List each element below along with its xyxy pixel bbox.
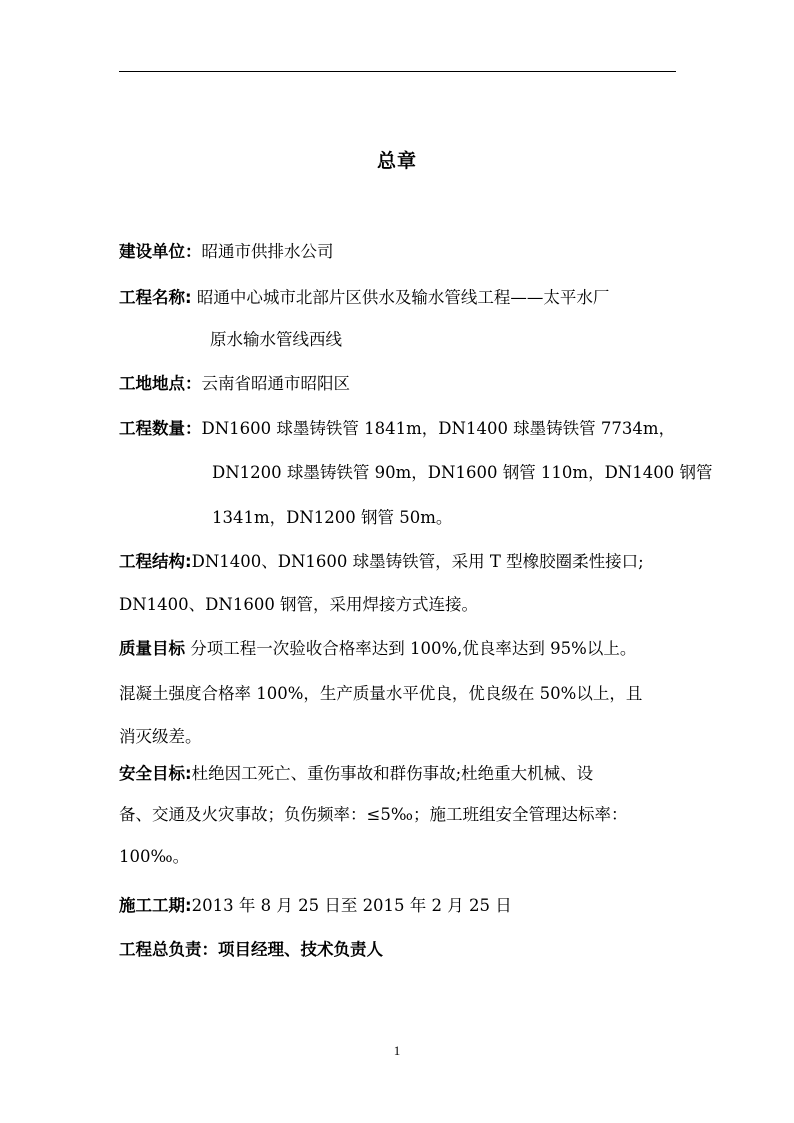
- owner-line: [119, 241, 334, 263]
- structure-line: [119, 551, 644, 573]
- owner-label: 建设单位：: [119, 242, 202, 261]
- quantity-value-3: 1341m，DN1200 钢管 50m。: [212, 508, 453, 527]
- period-label: 施工工期:: [119, 896, 192, 915]
- quantity-value-2: DN1200 球墨铸铁管 90m，DN1600 钢管 110m，DN1400 钢管: [212, 463, 713, 482]
- page-title: 总章: [376, 150, 417, 172]
- safety-label: 安全目标:: [119, 764, 192, 783]
- structure-value-2: DN1400、DN1600 钢管，采用焊接方式连接。: [119, 595, 479, 614]
- safety-line-3: [119, 846, 189, 868]
- project-name-line-2: [210, 329, 342, 351]
- quality-value-1: 分项工程一次验收合格率达到 100%,优良率达到 95%以上。: [190, 639, 637, 658]
- quality-line-2: [119, 683, 642, 705]
- quality-line-3: [119, 726, 202, 748]
- quantity-line-3: [212, 507, 452, 529]
- project-name-line: [119, 287, 609, 309]
- quality-label: 质量目标: [119, 639, 185, 658]
- header-rule: [119, 71, 676, 72]
- lead-line: [119, 939, 383, 961]
- structure-value-1: DN1400、DN1600 球墨铸铁管，采用 T 型橡胶圈柔性接口;: [191, 552, 644, 571]
- project-name-value-1: 昭通中心城市北部片区供水及输水管线工程——太平水厂: [196, 288, 610, 307]
- quality-value-3: 消灭级差。: [119, 727, 202, 746]
- project-name-label: 工程名称:: [119, 288, 192, 307]
- site-line: [119, 373, 350, 395]
- period-value: 2013 年 8 月 25 日至 2015 年 2 月 25 日: [191, 896, 512, 915]
- quantity-value-1: DN1600 球墨铸铁管 1841m，DN1400 球墨铸铁管 7734m，: [201, 419, 676, 438]
- safety-line: [119, 763, 593, 785]
- quantity-line: [119, 418, 675, 440]
- safety-value-1: 杜绝因工死亡、重伤事故和群伤事故;杜绝重大机械、设: [191, 764, 594, 783]
- quantity-line-2: [212, 462, 712, 484]
- lead-value: 项目经理、技术负责人: [218, 940, 383, 959]
- structure-label: 工程结构:: [119, 552, 192, 571]
- quality-value-2: 混凝土强度合格率 100%，生产质量水平优良，优良级在 50%以上，且: [119, 684, 643, 703]
- owner-value: 昭通市供排水公司: [201, 242, 334, 261]
- period-line: [119, 895, 512, 917]
- quality-line: [119, 638, 636, 660]
- structure-line-2: [119, 594, 478, 616]
- page-number: 1: [393, 1043, 401, 1058]
- safety-value-2: 备、交通及火灾事故；负伤频率：≤5‰；施工班组安全管理达标率：: [119, 805, 628, 824]
- site-value: 云南省昭通市昭阳区: [201, 374, 350, 393]
- quantity-label: 工程数量：: [119, 419, 202, 438]
- project-name-value-2: 原水输水管线西线: [210, 330, 342, 349]
- safety-value-3: 100‰。: [119, 847, 190, 866]
- site-label: 工地地点：: [119, 374, 202, 393]
- lead-label: 工程总负责：: [119, 940, 218, 959]
- safety-line-2: [119, 804, 627, 826]
